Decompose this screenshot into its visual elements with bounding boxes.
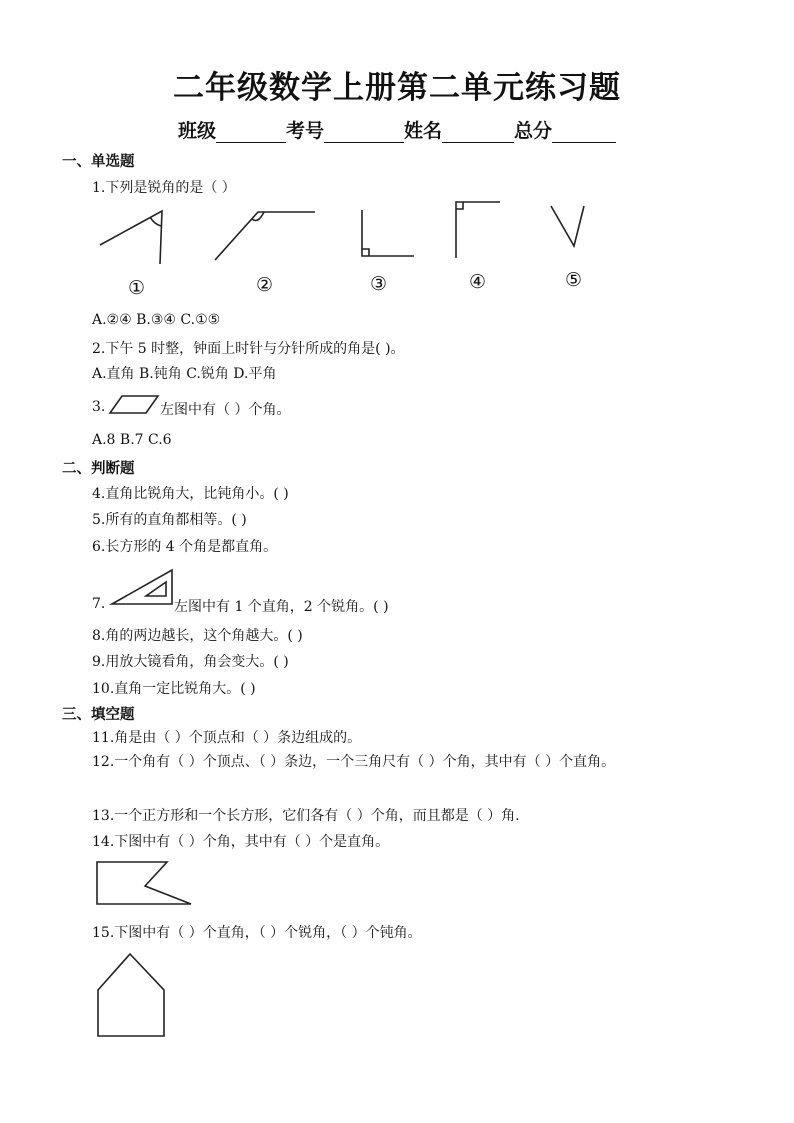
question-2-options: A.直角 B.钝角 C.锐角 D.平角 — [92, 366, 277, 382]
angle-figure-5 — [551, 206, 584, 246]
set-square-icon — [110, 567, 174, 607]
q15-pentagon-shape — [96, 952, 168, 1040]
question-9: 9.用放大镜看角，角会变大。( ) — [92, 654, 289, 670]
score-label: 总分 — [514, 120, 553, 142]
question-1: 1.下列是锐角的是（ ） — [92, 180, 236, 196]
question-5: 5.所有的直角都相等。( ) — [92, 512, 247, 528]
figure-label-4: ④ — [469, 271, 487, 293]
figure-label-1: ① — [128, 277, 146, 299]
question-4: 4.直角比锐角大，比钝角小。( ) — [92, 486, 289, 502]
question-3-number: 3. — [92, 399, 106, 415]
figure-label-5: ⑤ — [565, 269, 583, 291]
question-15: 15.下图中有（ ）个直角，（ ）个锐角，（ ）个钝角。 — [92, 925, 422, 941]
question-8: 8.角的两边越长，这个角越大。( ) — [92, 628, 303, 644]
angle-figure-2 — [215, 212, 315, 260]
section-heading-true-false: 二、判断题 — [62, 461, 135, 477]
figure-label-3: ③ — [370, 273, 388, 295]
question-2: 2.下午 5 时整，钟面上时针与分针所成的角是( )。 — [92, 341, 405, 357]
figure-label-2: ② — [256, 274, 274, 296]
angle-figure-1 — [100, 211, 162, 264]
q1-angle-figures — [0, 0, 794, 320]
question-11: 11.角是由（ ）个顶点和（ ）条边组成的。 — [92, 730, 362, 746]
question-13: 13.一个正方形和一个长方形，它们各有（ ）个角，而且都是（ ）角. — [92, 808, 520, 824]
question-10: 10.直角一定比锐角大。( ) — [92, 681, 256, 697]
question-12: 12.一个角有（ ）个顶点、（ ）条边，一个三角尺有（ ）个角，其中有（ ）个直角。 — [92, 754, 616, 770]
angle-figure-4 — [456, 202, 500, 258]
exam-no-label: 考号 — [285, 120, 324, 142]
section-heading-single-choice: 一、单选题 — [62, 154, 135, 170]
question-3: 左图中有（ ）个角。 — [160, 402, 291, 418]
question-14: 14.下图中有（ ）个角，其中有（ ）个是直角。 — [92, 834, 390, 850]
class-label: 班级 — [177, 120, 216, 142]
question-3-options: A.8 B.7 C.6 — [92, 432, 172, 448]
q14-notched-shape — [95, 860, 195, 908]
question-6: 6.长方形的 4 个角是都直角。 — [92, 539, 278, 555]
angle-figure-3 — [362, 210, 414, 256]
question-1-options: A.②④ B.③④ C.①⑤ — [92, 312, 221, 328]
parallelogram-icon — [108, 394, 160, 416]
page-title: 二年级数学上册第二单元练习题 — [173, 70, 621, 106]
question-7-number: 7. — [92, 596, 106, 612]
name-label: 姓名 — [404, 120, 443, 142]
question-7: 左图中有 1 个直角，2 个锐角。( ) — [174, 599, 389, 615]
section-heading-fill-blank: 三、填空题 — [62, 707, 135, 723]
